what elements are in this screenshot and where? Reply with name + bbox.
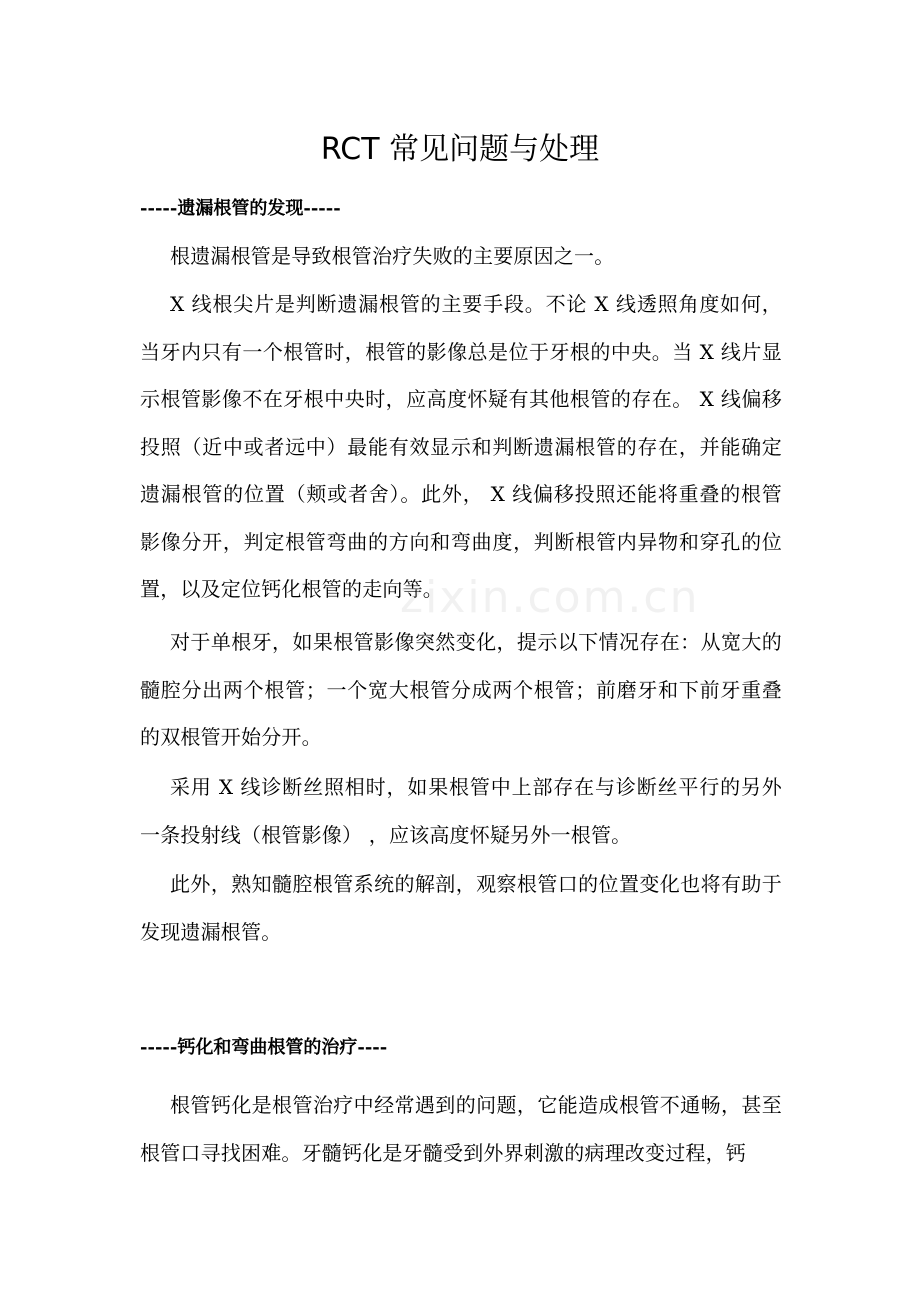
paragraph: 采用 X 线诊断丝照相时，如果根管中上部存在与诊断丝平行的另外一条投射线（根管影像） ，应该高度怀疑另外一根管。 xyxy=(140,775,782,847)
paragraph: 此外，熟知髓腔根管系统的解剖，观察根管口的位置变化也将有助于发现遗漏根管。 xyxy=(140,872,782,944)
paragraph: X 线根尖片是判断遗漏根管的主要手段。不论 X 线透照角度如何，当牙内只有一个根管时，根管的影像总是位于牙根的中央。当 X 线片显示根管影像不在牙根中央时，应高度怀疑有其他根管的存在。 X 线偏移投照（近中或者远中）最能有效显示和判断遗漏根管的存在，并能确定遗漏根管的位置（颊或者舍）。此外， X 线偏移投照还能将重叠的根管影像分开，判定根管弯曲的方向和弯曲度，判断根管内异物和穿孔的位置，以及定位钙化根管的走向等。 xyxy=(140,292,782,601)
watermark: zixin.com.cn xyxy=(400,572,700,623)
paragraph: 根管钙化是根管治疗中经常遇到的问题，它能造成根管不通畅，甚至根管口寻找困难。牙髓钙化是牙髓受到外界刺激的病理改变过程，钙 xyxy=(140,1093,782,1165)
paragraph: 根遗漏根管是导致根管治疗失败的主要原因之一。 xyxy=(170,244,615,268)
page-title: RCT 常见问题与处理 xyxy=(320,132,600,167)
section-heading-calcified-canals: -----钙化和弯曲根管的治疗---- xyxy=(140,1037,388,1058)
paragraph: 对于单根牙，如果根管影像突然变化，提示以下情况存在：从宽大的髓腔分出两个根管；一个宽大根管分成两个根管；前磨牙和下前牙重叠的双根管开始分开。 xyxy=(140,630,782,749)
section-heading-missed-canals: -----遗漏根管的发现----- xyxy=(140,198,341,219)
